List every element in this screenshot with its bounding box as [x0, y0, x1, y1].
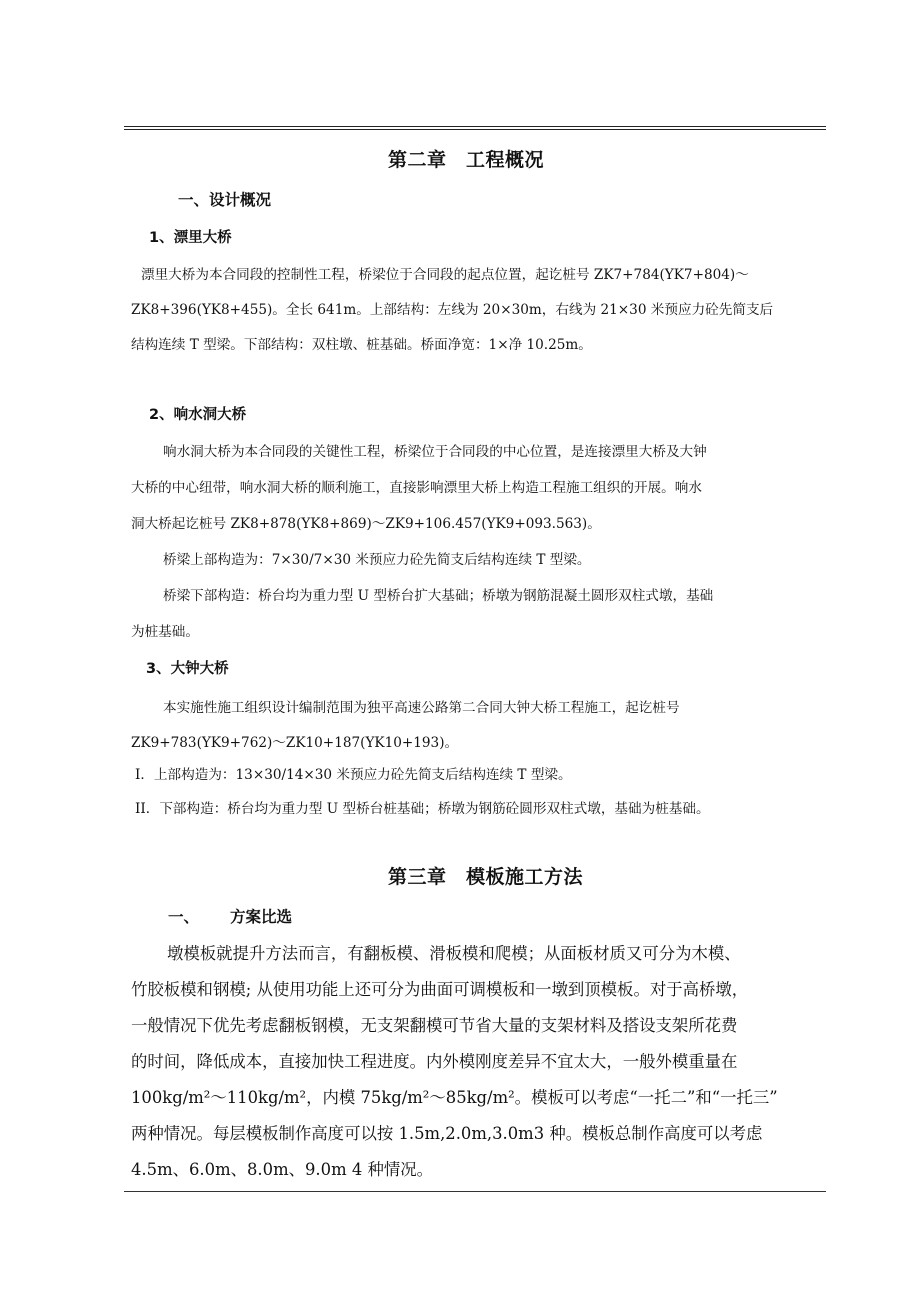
bridge2-line: 响水洞大桥为本合同段的关键性工程，桥梁位于合同段的中心位置，是连接漂里大桥及大钟: [163, 444, 707, 460]
bridge1-heading: 1、漂里大桥: [149, 230, 232, 246]
bridge1-line: 漂里大桥为本合同段的控制性工程，桥梁位于合同段的起点位置，起讫桩号 ZK7+784(YK7+804)～: [141, 267, 749, 283]
bridge3-line: I．上部构造为：13×30/14×30 米预应力砼先简支后结构连续 T 型梁。: [135, 767, 572, 783]
bridge1-line: ZK8+396(YK8+455)。全长 641m。上部结构：左线为 20×30m，右线为 21×30 米预应力砼先简支后: [131, 302, 774, 318]
header-rule: [124, 126, 826, 130]
bridge2-line: 桥梁下部构造：桥台均为重力型 U 型桥台扩大基础；桥墩为钢筋混凝土圆形双柱式墩，基础: [163, 588, 714, 604]
bridge3-line: 本实施性施工组织设计编制范围为独平高速公路第二合同大钟大桥工程施工，起讫桩号: [163, 700, 680, 716]
chapter3-line: 的时间，降低成本，直接加快工程进度。内外模刚度差异不宜太大，一般外模重量在: [131, 1052, 738, 1071]
bridge3-line: ZK9+783(YK9+762)～ZK10+187(YK10+193)。: [131, 735, 459, 751]
footer-rule: [124, 1191, 826, 1192]
chapter3-line: 墩模板就提升方法而言，有翻板模、滑板模和爬模；从面板材质又可分为木模、: [167, 944, 741, 963]
chapter3-line: 两种情况。每层模板制作高度可以按 1.5m,2.0m,3.0m3 种。模板总制作高度可以考虑: [131, 1124, 763, 1143]
chapter3-title: 第三章 模板施工方法: [388, 866, 584, 888]
bridge3-heading: 3、大钟大桥: [146, 661, 229, 677]
section-design-overview: 一、设计概况: [178, 191, 272, 209]
chapter3-line: 100kg/m²～110kg/m²，内模 75kg/m²～85kg/m²。模板可以考虑“一托二”和“一托三”: [131, 1088, 778, 1107]
chapter2-title: 第二章 工程概况: [388, 149, 545, 171]
bridge2-heading: 2、响水洞大桥: [149, 407, 247, 423]
chapter3-line: 一般情况下优先考虑翻板钢模，无支架翻模可节省大量的支架材料及搭设支架所花费: [131, 1016, 738, 1035]
bridge2-line: 为桩基础。: [131, 624, 199, 640]
section-plan-comparison-title: 方案比选: [230, 908, 293, 926]
bridge1-line: 结构连续 T 型梁。下部结构：双柱墩、桩基础。桥面净宽：1×净 10.25m。: [131, 337, 592, 353]
chapter3-line: 竹胶板模和钢模; 从使用功能上还可分为曲面可调模板和一墩到顶模板。对于高桥墩，: [131, 980, 749, 999]
bridge2-line: 大桥的中心纽带，响水洞大桥的顺利施工，直接影响漂里大桥上构造工程施工组织的开展。响水: [131, 480, 702, 496]
bridge2-line: 桥梁上部构造为：7×30/7×30 米预应力砼先简支后结构连续 T 型梁。: [163, 552, 591, 568]
section-plan-comparison-number: 一、: [168, 908, 200, 926]
bridge3-line: II．下部构造：桥台均为重力型 U 型桥台桩基础；桥墩为钢筋砼圆形双柱式墩，基础为桩基础。: [135, 801, 710, 817]
bridge2-line: 洞大桥起讫桩号 ZK8+878(YK8+869)～ZK9+106.457(YK9+093.563)。: [131, 516, 601, 532]
chapter3-line: 4.5m、6.0m、8.0m、9.0m 4 种情况。: [131, 1160, 434, 1179]
